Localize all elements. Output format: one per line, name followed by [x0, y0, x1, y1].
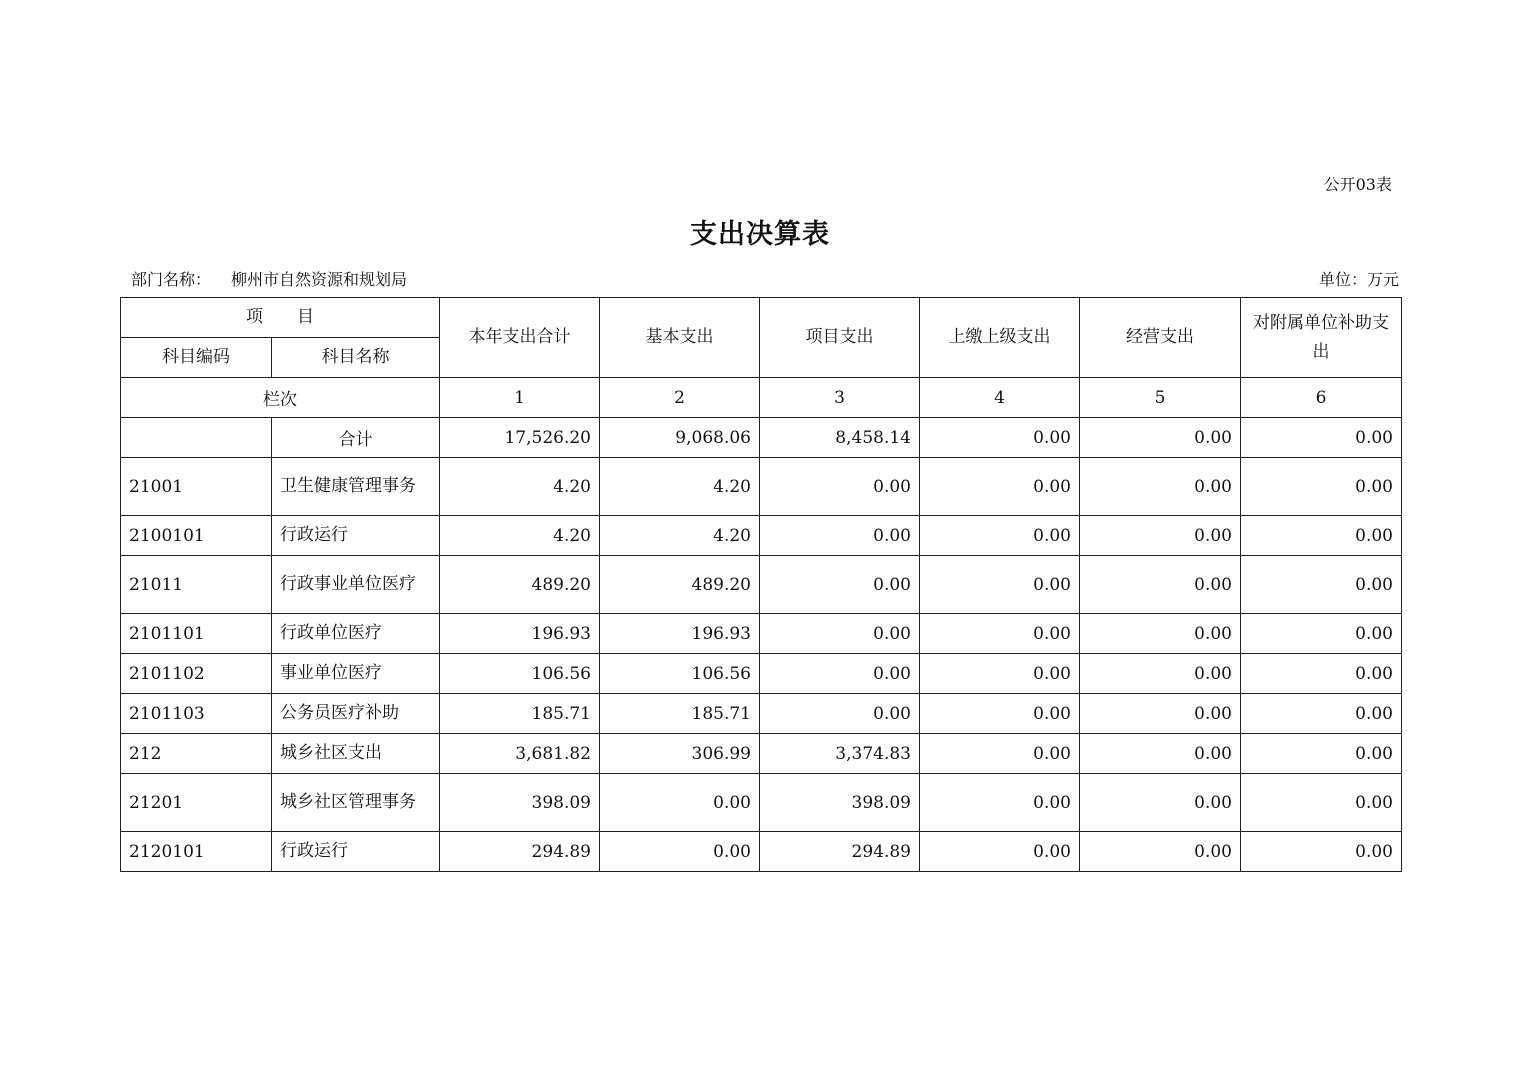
- header-business: 经营支出: [1080, 298, 1241, 378]
- header-upper: 上缴上级支出: [920, 298, 1080, 378]
- total-row: [121, 418, 1402, 458]
- cell-upper: 0.00: [920, 654, 1080, 694]
- cell-upper: 0.00: [920, 734, 1080, 774]
- cell-total: 489.20: [440, 556, 600, 614]
- column-index: 1: [440, 378, 600, 418]
- cell-name: 行政运行: [272, 832, 440, 872]
- cell-subsidy: 0.00: [1241, 832, 1402, 872]
- column-index: 2: [600, 378, 760, 418]
- table-row: [121, 734, 1402, 774]
- cell-code: 21201: [121, 774, 272, 832]
- cell-basic: 185.71: [600, 694, 760, 734]
- cell-subsidy: 0.00: [1241, 774, 1402, 832]
- cell-upper: 0.00: [920, 694, 1080, 734]
- cell-code: 21001: [121, 458, 272, 516]
- cell-subsidy: 0.00: [1241, 458, 1402, 516]
- department-name: 柳州市自然资源和规划局: [231, 270, 408, 289]
- cell-basic: 106.56: [600, 654, 760, 694]
- table-row: [121, 458, 1402, 516]
- cell-upper: 0.00: [920, 774, 1080, 832]
- cell-business: 0.00: [1080, 774, 1241, 832]
- header-project: 项目支出: [760, 298, 920, 378]
- cell-code: 21011: [121, 556, 272, 614]
- table-row: [121, 774, 1402, 832]
- cell-basic: 4.20: [600, 458, 760, 516]
- cell-code: 2101102: [121, 654, 272, 694]
- cell-project: 398.09: [760, 774, 920, 832]
- cell-project: 0.00: [760, 654, 920, 694]
- cell-upper: 0.00: [920, 832, 1080, 872]
- cell-project: 3,374.83: [760, 734, 920, 774]
- cell-business: 0.00: [1080, 734, 1241, 774]
- cell-total: 4.20: [440, 458, 600, 516]
- cell-subsidy: 0.00: [1241, 694, 1402, 734]
- table-row: [121, 654, 1402, 694]
- cell-business: 0.00: [1080, 458, 1241, 516]
- cell-name: 行政单位医疗: [272, 614, 440, 654]
- cell-upper: 0.00: [920, 614, 1080, 654]
- cell-code: 212: [121, 734, 272, 774]
- cell-code: 2101103: [121, 694, 272, 734]
- cell-total: 3,681.82: [440, 734, 600, 774]
- cell-business: 0.00: [1080, 516, 1241, 556]
- cell-subsidy: 0.00: [1241, 614, 1402, 654]
- cell-total: 185.71: [440, 694, 600, 734]
- cell-project: 0.00: [760, 516, 920, 556]
- cell-basic: 489.20: [600, 556, 760, 614]
- report-title: 支出决算表: [690, 219, 830, 250]
- unit-label: 单位：万元: [1318, 270, 1399, 289]
- cell-basic: 0.00: [600, 774, 760, 832]
- cell-project: 0.00: [760, 556, 920, 614]
- cell-project: 294.89: [760, 832, 920, 872]
- cell-project: 0.00: [760, 458, 920, 516]
- total-label: 合计: [272, 418, 440, 458]
- cell-name: 行政事业单位医疗: [272, 556, 440, 614]
- cell-basic: 306.99: [600, 734, 760, 774]
- cell-business: 0.00: [1080, 694, 1241, 734]
- cell-total: 17,526.20: [440, 418, 600, 458]
- cell-project: 0.00: [760, 694, 920, 734]
- table-row: [121, 556, 1402, 614]
- cell-total: 294.89: [440, 832, 600, 872]
- cell-basic: 9,068.06: [600, 418, 760, 458]
- cell-business: 0.00: [1080, 832, 1241, 872]
- cell-name: 城乡社区支出: [272, 734, 440, 774]
- cell-name: 卫生健康管理事务: [272, 458, 440, 516]
- total-code-cell: [121, 418, 272, 458]
- cell-business: 0.00: [1080, 556, 1241, 614]
- department-line: [131, 267, 407, 290]
- cell-project: 0.00: [760, 614, 920, 654]
- header-code: 科目编码: [121, 338, 272, 378]
- cell-upper: 0.00: [920, 516, 1080, 556]
- cell-upper: 0.00: [920, 556, 1080, 614]
- table-row: [121, 832, 1402, 872]
- header-basic: 基本支出: [600, 298, 760, 378]
- cell-subsidy: 0.00: [1241, 418, 1402, 458]
- table-row: [121, 614, 1402, 654]
- cell-name: 城乡社区管理事务: [272, 774, 440, 832]
- cell-name: 行政运行: [272, 516, 440, 556]
- cell-total: 106.56: [440, 654, 600, 694]
- cell-basic: 196.93: [600, 614, 760, 654]
- column-index: 3: [760, 378, 920, 418]
- cell-basic: 4.20: [600, 516, 760, 556]
- header-subsidy: 对附属单位补助支出: [1241, 298, 1402, 378]
- column-index: 4: [920, 378, 1080, 418]
- cell-code: 2101101: [121, 614, 272, 654]
- cell-subsidy: 0.00: [1241, 654, 1402, 694]
- column-index: 5: [1080, 378, 1241, 418]
- cell-total: 196.93: [440, 614, 600, 654]
- cell-code: 2100101: [121, 516, 272, 556]
- header-name: 科目名称: [272, 338, 440, 378]
- cell-business: 0.00: [1080, 654, 1241, 694]
- cell-subsidy: 0.00: [1241, 556, 1402, 614]
- form-number: 公开03表: [1323, 175, 1392, 194]
- cell-name: 公务员医疗补助: [272, 694, 440, 734]
- expenditure-table: [120, 297, 1402, 872]
- table-row: [121, 694, 1402, 734]
- table-row: [121, 516, 1402, 556]
- header-item: 项 目: [121, 298, 440, 338]
- cell-business: 0.00: [1080, 614, 1241, 654]
- department-label: 部门名称：: [131, 270, 212, 289]
- column-index-label: 栏次: [121, 378, 440, 418]
- cell-code: 2120101: [121, 832, 272, 872]
- header-total: 本年支出合计: [440, 298, 600, 378]
- cell-subsidy: 0.00: [1241, 734, 1402, 774]
- cell-total: 398.09: [440, 774, 600, 832]
- cell-upper: 0.00: [920, 458, 1080, 516]
- cell-total: 4.20: [440, 516, 600, 556]
- cell-subsidy: 0.00: [1241, 516, 1402, 556]
- cell-business: 0.00: [1080, 418, 1241, 458]
- cell-project: 8,458.14: [760, 418, 920, 458]
- cell-name: 事业单位医疗: [272, 654, 440, 694]
- cell-basic: 0.00: [600, 832, 760, 872]
- cell-upper: 0.00: [920, 418, 1080, 458]
- column-index: 6: [1241, 378, 1402, 418]
